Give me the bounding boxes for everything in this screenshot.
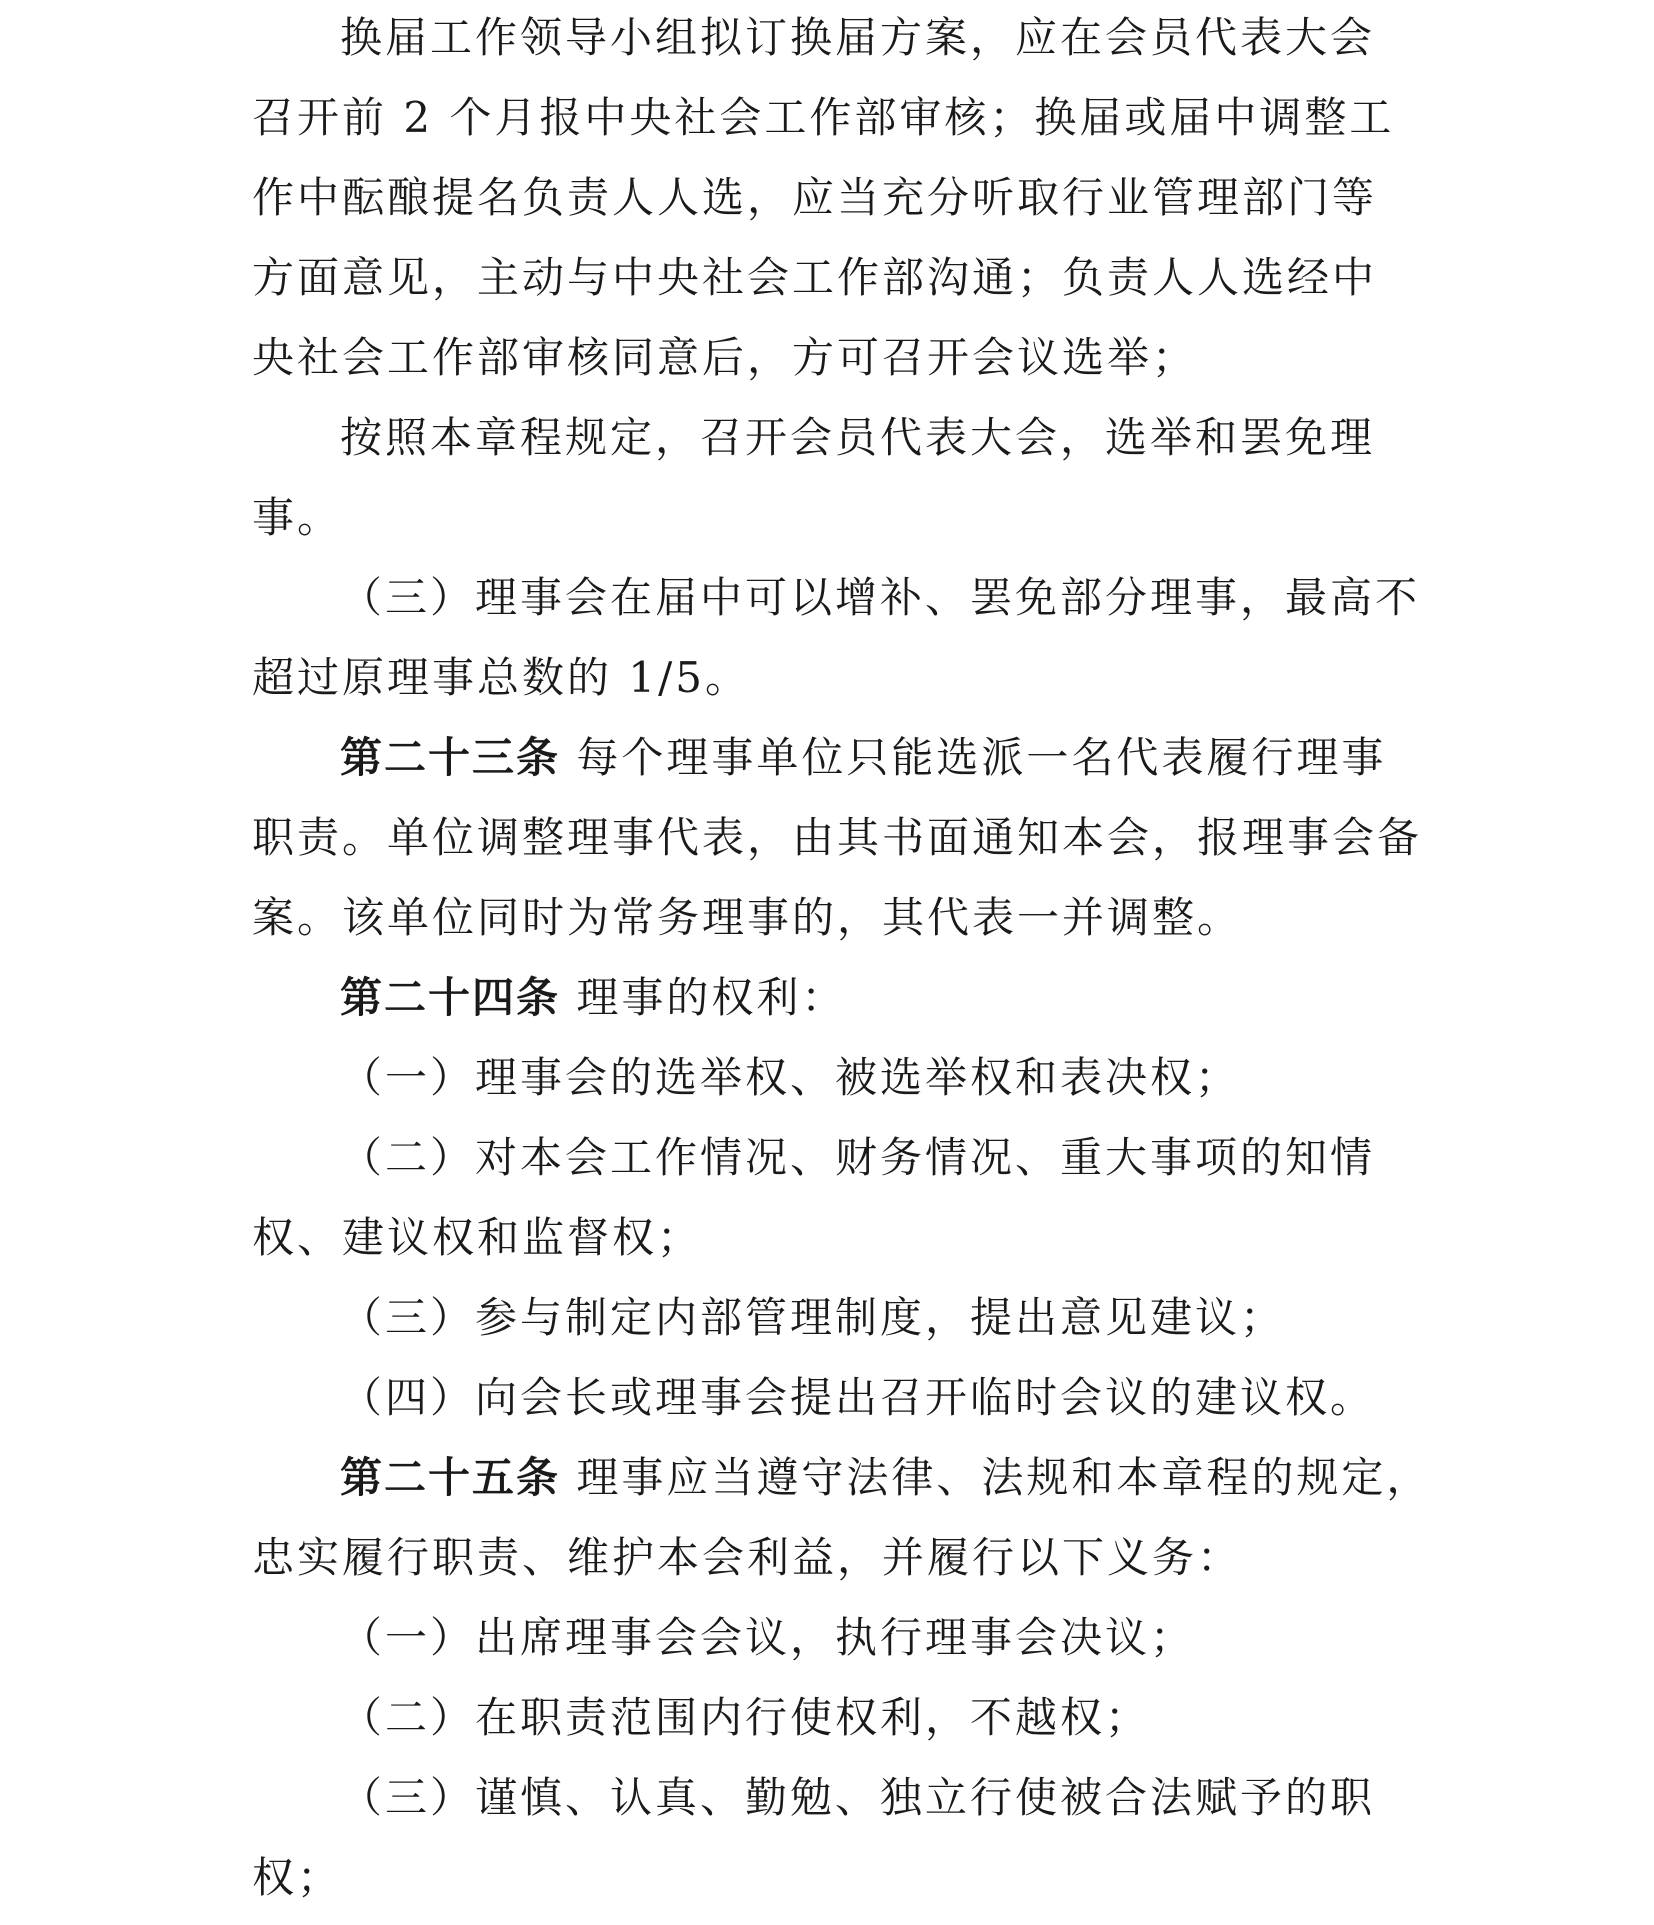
text-line: 权； xyxy=(252,1853,343,1902)
article-text: 每个理事单位只能选派一名代表履行理事 xyxy=(576,733,1387,782)
article-text: 理事应当遵守法律、法规和本章程的规定， xyxy=(576,1453,1432,1502)
text-line: 案。该单位同时为常务理事的，其代表一并调整。 xyxy=(252,893,1243,942)
article-25-line xyxy=(340,1452,1431,1504)
list-item: （二）在职责范围内行使权利，不越权； xyxy=(340,1693,1151,1742)
article-heading: 第二十五条 xyxy=(340,1453,561,1502)
article-heading: 第二十三条 xyxy=(340,733,561,782)
text-line: 超过原理事总数的 1/5。 xyxy=(252,653,750,702)
text-line: 忠实履行职责、维护本会利益，并履行以下义务： xyxy=(252,1533,1243,1582)
text-line: 权、建议权和监督权； xyxy=(252,1213,703,1262)
text-line: 事。 xyxy=(252,493,343,542)
article-24-line xyxy=(340,972,846,1024)
list-item: （二）对本会工作情况、财务情况、重大事项的知情 xyxy=(340,1133,1376,1182)
text-line: 央社会工作部审核同意后，方可召开会议选举； xyxy=(252,333,1198,382)
list-item: （一）出席理事会会议，执行理事会决议； xyxy=(340,1613,1196,1662)
list-item: （三）参与制定内部管理制度，提出意见建议； xyxy=(340,1293,1286,1342)
text-line: 职责。单位调整理事代表，由其书面通知本会，报理事会备 xyxy=(252,813,1423,862)
list-item: （四）向会长或理事会提出召开临时会议的建议权。 xyxy=(340,1373,1376,1422)
text-line: （三）理事会在届中可以增补、罢免部分理事，最高不 xyxy=(340,573,1421,622)
list-item: （三）谨慎、认真、勤勉、独立行使被合法赋予的职 xyxy=(340,1773,1376,1822)
text-line: 按照本章程规定，召开会员代表大会，选举和罢免理 xyxy=(340,413,1376,462)
text-line: 方面意见，主动与中央社会工作部沟通；负责人人选经中 xyxy=(252,253,1378,302)
article-23-line xyxy=(340,732,1386,784)
list-item: （一）理事会的选举权、被选举权和表决权； xyxy=(340,1053,1241,1102)
text-line: 召开前 2 个月报中央社会工作部审核；换届或届中调整工 xyxy=(252,93,1395,142)
article-text: 理事的权利： xyxy=(576,973,847,1022)
text-line: 换届工作领导小组拟订换届方案，应在会员代表大会 xyxy=(340,13,1376,62)
text-line: 作中酝酿提名负责人人选，应当充分听取行业管理部门等 xyxy=(252,173,1378,222)
article-heading: 第二十四条 xyxy=(340,973,561,1022)
